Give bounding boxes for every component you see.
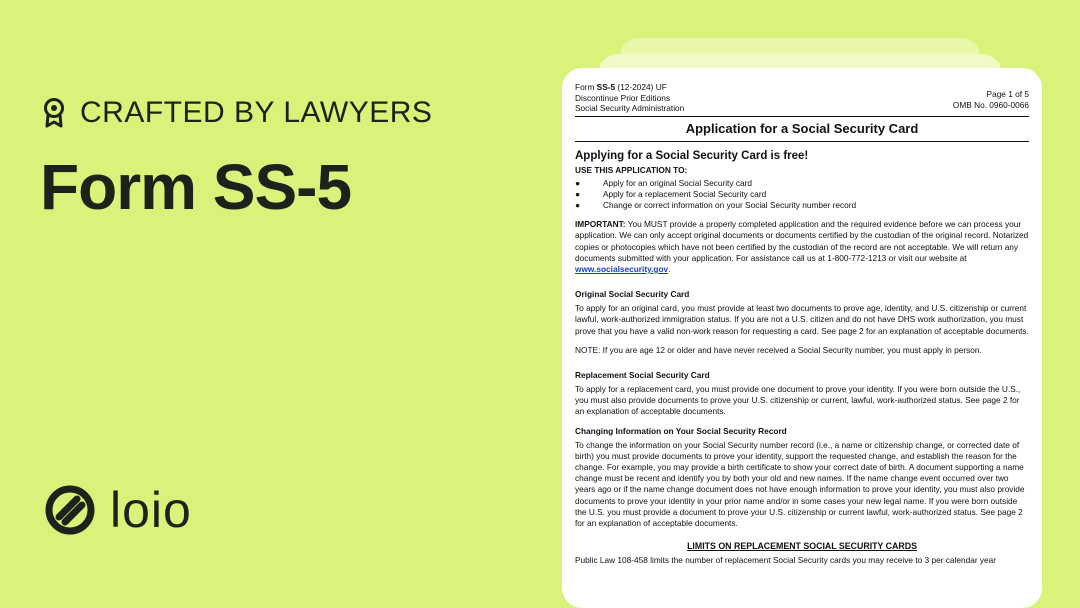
list-item-text: Change or correct information on your Social Security number record <box>603 199 857 210</box>
brand-logo[interactable] <box>44 484 192 536</box>
changing-heading: Changing Information on Your Social Security Record <box>575 425 787 436</box>
important-text: You MUST provide a properly completed application and the required evidence before we can process your application. We can only accept original documents or documents certified by the custodian of the original record. Notarized copies or photocopies which have not been certified by the custodian of the record are not acceptable. We will return any documents submitted with your application. For assistance call us at 1-800-772-1213 or visit our website at <box>575 219 1029 263</box>
original-heading: Original Social Security Card <box>575 289 690 300</box>
important-end: . <box>668 263 671 274</box>
bullet-icon: ● <box>575 199 581 210</box>
page-number: Page 1 of 5 <box>986 89 1029 99</box>
changing-text: To change the information on your Social Security number record (i.e., a name or citizenship change, or corrected date of birth) you must provide documents to prove your identity, support the requested change, and establish the reason for the change. For example, you may provide a birth certificate to show your correct date of birth. A document supporting a name change must be recent and identify you by both your old and new names. If the name change event occurred over two years ago or if the name change document does not have enough information to prove your identity, you must also provide documents to prove your identity in your prior name and/or in some cases your new legal name. If you were born outside the U.S. you must provide a document to prove your U.S. citizenship or current lawful, work-authorized status. See page 2 for an explanation of acceptable documents. <box>575 439 1025 528</box>
form-document <box>562 68 1042 608</box>
replacement-text: To apply for a replacement card, you must provide one document to prove your identity. If you were born outside the U.S., you must also provide documents to prove your U.S. citizenship or current, lawful, work-authorized status. See page 2 for an explanation of acceptable documents. <box>575 383 1021 417</box>
limits-text: Public Law 108-458 limits the number of replacement Social Security cards you may receive to 3 per calendar year <box>575 555 997 566</box>
award-ribbon-icon <box>42 98 66 128</box>
brand-name: loio <box>110 482 192 538</box>
important-label: IMPORTANT: <box>575 219 626 230</box>
important-paragraph <box>575 219 1029 275</box>
limits-heading: LIMITS ON REPLACEMENT SOCIAL SECURITY CARDS <box>687 541 917 552</box>
divider <box>575 116 1029 117</box>
form-suffix: (12-2024) UF <box>615 82 667 92</box>
bullet-icon: ● <box>575 188 581 199</box>
omb-number: OMB No. 0960-0066 <box>952 99 1029 110</box>
document-title: Application for a Social Security Card <box>685 120 919 136</box>
use-list <box>575 178 1029 212</box>
list-item <box>575 200 1029 211</box>
discontinue-line: Discontinue Prior Editions <box>575 92 670 103</box>
header-right <box>953 82 1029 114</box>
website-link[interactable]: www.socialsecurity.gov <box>575 263 669 274</box>
note-text: NOTE: If you are age 12 or older and have never received a Social Security number, you must apply in person. <box>575 344 982 355</box>
document-header <box>575 82 1029 114</box>
header-left <box>575 82 684 114</box>
loio-logo-icon <box>44 484 96 536</box>
list-item <box>575 189 1029 200</box>
form-prefix: Form <box>575 82 597 92</box>
crafted-badge <box>42 96 432 130</box>
badge-text: CRAFTED BY LAWYERS <box>80 96 433 129</box>
list-item-text: Apply for an original Social Security card <box>603 177 752 188</box>
list-item <box>575 178 1029 189</box>
free-notice: Applying for a Social Security Card is free! <box>575 149 809 162</box>
form-name: SS-5 <box>596 82 616 92</box>
bullet-icon: ● <box>575 177 581 188</box>
replacement-heading: Replacement Social Security Card <box>575 369 710 380</box>
agency-line: Social Security Administration <box>575 103 685 113</box>
hero-title: Form SS-5 <box>40 151 352 223</box>
use-heading: USE THIS APPLICATION TO: <box>575 164 688 175</box>
divider <box>575 141 1029 142</box>
original-text: To apply for an original card, you must provide at least two documents to prove age, identity, and U.S. citizenship or current lawful, work-authorized immigration status. If you are not a U.S. citizen and do not have DHS work authorization, you must prove that you have a valid non-work reason for requesting a card. See page 2 for an explanation of acceptable documents. <box>575 303 1029 336</box>
list-item-text: Apply for a replacement Social Security card <box>603 188 767 199</box>
